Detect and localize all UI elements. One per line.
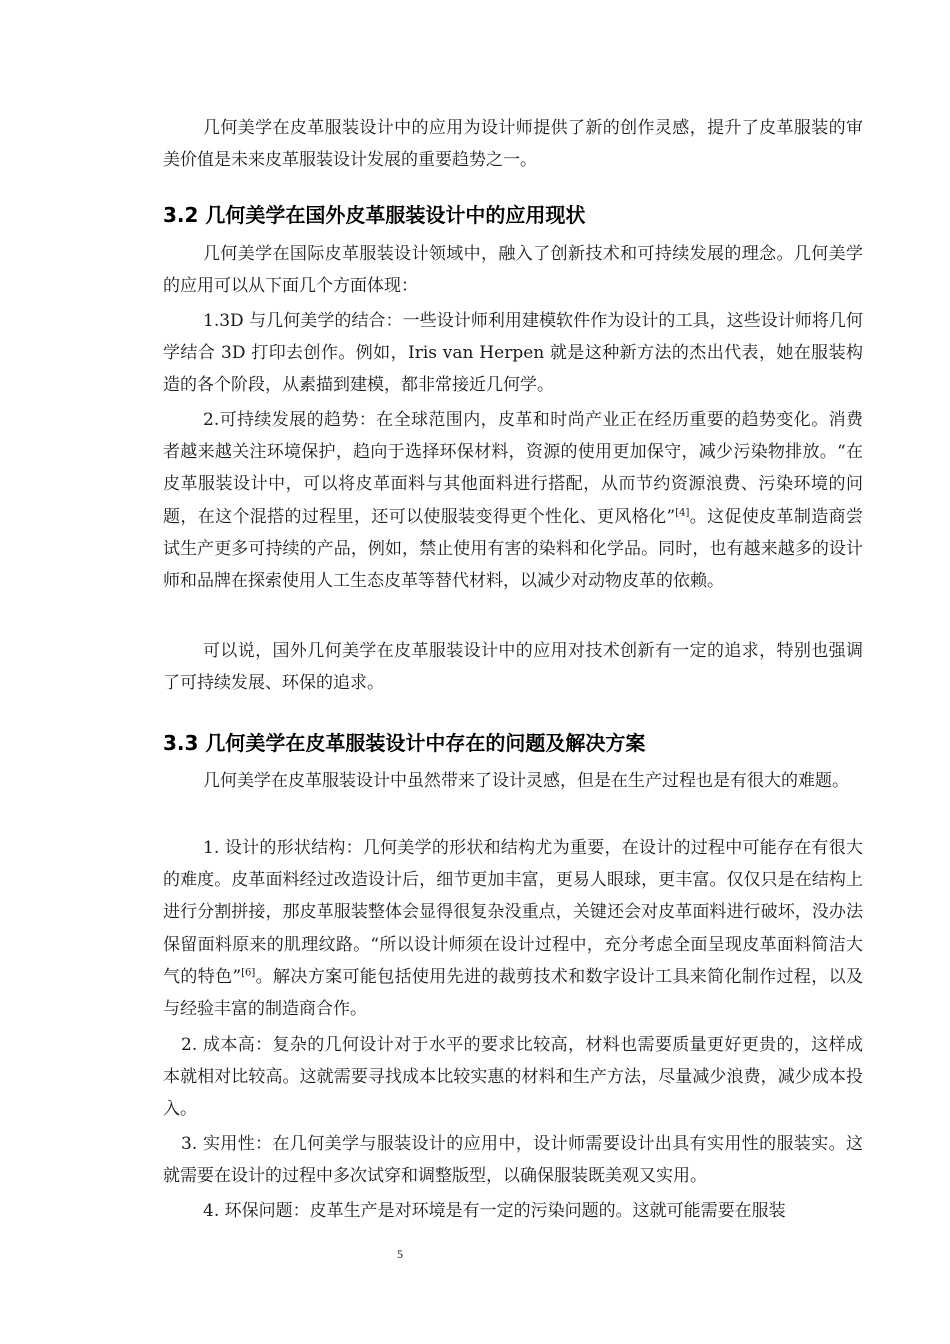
intro-paragraph: 几何美学在皮革服装设计中的应用为设计师提供了新的创作灵感，提升了皮革服装的审美价值是未来皮革服装设计发展的重要趋势之一。 xyxy=(163,118,863,171)
section-3-3-paragraph-3: 2. 成本高：复杂的几何设计对于水平的要求比较高，材料也需要质量更好更贵的，这样成本就相对比较高。这就需要寻找成本比较实惠的材料和生产方法，尽量减少浪费，减少成本投入。 xyxy=(163,1035,863,1120)
section-3-3-paragraph-1: 几何美学在皮革服装设计中虽然带来了设计灵感，但是在生产过程也是有很大的难题。 xyxy=(203,771,849,791)
section-3-2-paragraph-1: 几何美学在国际皮革服装设计领域中，融入了创新技术和可持续发展的理念。几何美学的应用可以从下面几个方面体现： xyxy=(163,244,863,297)
section-3-2-paragraph-4: 可以说，国外几何美学在皮革服装设计中的应用对技术创新有一定的追求，特别也强调了可持续发展、环保的追求。 xyxy=(163,641,863,694)
section-3-3-heading: 3.3 几何美学在皮革服装设计中存在的问题及解决方案 xyxy=(163,731,646,755)
section-3-2-paragraph-3-text-b: 。这促使皮革制造商尝试生产更多可持续的产品，例如，禁止使用有害的染料和化学品。同时，也有越来越多的设计师和品牌在探索使用人工生态皮革等替代材料，以减少对动物皮革的依赖。 xyxy=(163,506,863,592)
section-3-2-heading: 3.2 几何美学在国外皮革服装设计中的应用现状 xyxy=(163,203,586,227)
page-number: 5 xyxy=(397,1247,403,1261)
section-3-2-paragraph-3-text-a: 2.可持续发展的趋势：在全球范围内，皮革和时尚产业正在经历重要的趋势变化。消费者越来越关注环境保护，趋向于选择环保材料，资源的使用更加保守，减少污染物排放。“在皮革服装设计中，可以将皮革面料与其他面料进行搭配，从而节约资源浪费、污染环境的问题，在这个混搭的过程里，还可以使服装变得更个性化、更风格化” xyxy=(163,410,863,527)
section-3-3-paragraph-2-text-a: 1. 设计的形状结构：几何美学的形状和结构尤为重要，在设计的过程中可能存在有很大的难度。皮革面料经过改造设计后，细节更加丰富，更易人眼球，更丰富。仅仅只是在结构上进行分割拼接，那皮革服装整体会显得很复杂没重点，关键还会对皮革面料进行破坏，没办法保留面料原来的肌理纹路。“所以设计师须在设计过程中，充分考虑全面呈现皮革面料简洁大气的特色” xyxy=(163,838,863,987)
citation-ref-6: [6] xyxy=(241,967,256,979)
section-3-3-paragraph-2-text-b: 。解决方案可能包括使用先进的裁剪技术和数字设计工具来简化制作过程，以及与经验丰富的制造商合作。 xyxy=(163,966,863,1020)
section-3-2-paragraph-3 xyxy=(163,404,863,597)
section-3-2-paragraph-2: 1.3D 与几何美学的结合：一些设计师利用建模软件作为设计的工具，这些设计师将几何学结合 3D 打印去创作。例如，Iris van Herpen 就是这种新方法的杰出代表，她在服装构造的各个阶段，从素描到建模，都非常接近几何学。 xyxy=(163,311,863,396)
section-3-3-paragraph-4: 3. 实用性：在几何美学与服装设计的应用中，设计师需要设计出具有实用性的服装实。这就需要在设计的过程中多次试穿和调整版型，以确保服装既美观又实用。 xyxy=(163,1134,863,1187)
section-3-3-paragraph-5: 4. 环保问题：皮革生产是对环境是有一定的污染问题的。这就可能需要在服装 xyxy=(203,1201,786,1221)
section-3-3-paragraph-2 xyxy=(163,832,863,1025)
citation-ref-4: [4] xyxy=(675,506,690,518)
